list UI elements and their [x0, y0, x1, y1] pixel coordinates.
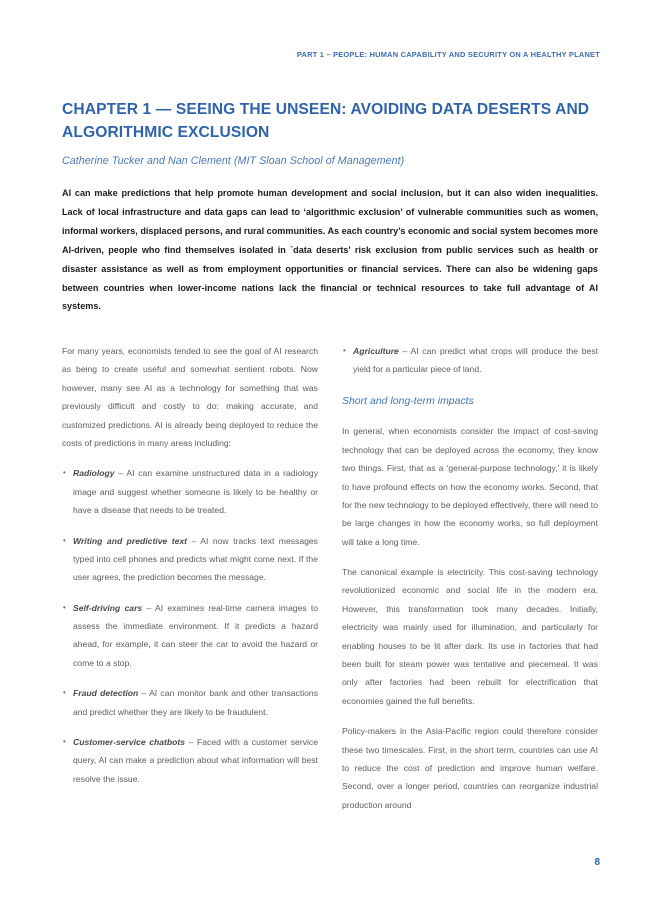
list-item-term: Fraud detection	[73, 688, 139, 699]
page-title: CHAPTER 1 — SEEING THE UNSEEN: AVOIDING DATA DESERTS AND ALGORITHMIC EXCLUSION	[62, 101, 590, 141]
section-subheading: Short and long-term impacts	[342, 395, 474, 407]
left-column	[62, 342, 318, 842]
list-item-text: – AI can predict what crops will produce the best yield for a particular piece of land.	[353, 346, 598, 375]
list-item	[342, 342, 598, 379]
page-number: 8	[594, 857, 600, 868]
list-item	[62, 464, 318, 519]
list-item-text: – AI can examine unstructured data in a radiology image and suggest whether someone is likely to be healthy or have a disease that needs to be treated.	[73, 468, 318, 516]
list-item	[62, 733, 318, 788]
list-item-text: – Faced with a customer service query, AI can make a prediction about what information will best resolve the issue.	[73, 737, 318, 784]
intro-paragraph: For many years, economists tended to see the goal of AI research as being to create useful and somewhat sentient robots. Now however, many see AI as a technology for something that was previously difficult and costly to do: making accurate, and customized predictions. AI is already being deployed to reduce the costs of predictions in many areas including:	[62, 346, 318, 448]
body-paragraph: Policy-makers in the Asia-Pacific region could therefore consider these two timescales. First, in the short term, countries can use AI to reduce the cost of prediction and improve human welfare. Second, over a longer period, countries can reorganize industrial production around	[342, 726, 598, 810]
list-item-term: Agriculture	[353, 346, 399, 356]
list-item-text: – AI examines real-time camera images to assess the immediate environment. If it predicts a hazard ahead, for example, it can steer the car to avoid the hazard or come to a stop.	[73, 602, 319, 668]
list-item-text: – AI can monitor bank and other transactions and predict whether they are likely to be fraudulent.	[73, 688, 318, 717]
list-item-term: Customer-service chatbots	[73, 737, 186, 748]
right-column	[342, 342, 598, 842]
two-column-body	[62, 342, 598, 842]
authors-byline: Catherine Tucker and Nan Clement (MIT Sloan School of Management)	[62, 155, 405, 167]
body-paragraph: In general, when economists consider the impact of cost-saving technology that can be deployed across the economy, they know two things. First, that as a ‘general-purpose technology,’ it is likely to have profound effects on how the economy works. Second, that for the new technology to be deployed effectively, there will need to be large changes in how the economy works, so full deployment will take a long time.	[342, 426, 598, 547]
list-item-term: Self-driving cars	[73, 602, 143, 613]
list-item-text: – AI now tracks text messages typed into cell phones and predicts what might come next. If the user agrees, the prediction becomes the message.	[73, 535, 318, 583]
right-bullet-list	[342, 342, 598, 379]
running-header: PART 1 – PEOPLE: HUMAN CAPABILITY AND SECURITY ON A HEALTHY PLANET	[296, 50, 600, 59]
list-item-term: Writing and predictive text	[73, 535, 188, 546]
list-item	[62, 532, 318, 587]
list-item	[62, 684, 318, 721]
list-item	[62, 599, 318, 673]
list-item-term: Radiology	[73, 468, 115, 479]
left-bullet-list	[62, 464, 318, 788]
abstract-paragraph: AI can make predictions that help promote human development and social inclusion, but it can also widen inequalities. Lack of local infrastructure and data gaps can lead to ‘algorithmic exclusion’ of vulnerable communities such as women, informal workers, displaced persons, and rural communities. As each country's economic and social system becomes more AI-driven, people who find themselves isolated in `data deserts' risk exclusion from public services such as health or disaster assistance as well as from employment opportunities or financial services. There can also be widening gaps between countries when lower-income nations lack the financial or technical resources to take full advantage of AI systems.	[62, 188, 599, 312]
body-paragraph: The canonical example is electricity. This cost-saving technology revolutionized economic and social life in the modern era. However, this transformation took many decades. Initially, electricity was mainly used for illumination, and particularly for enabling houses to be lit after dark. Its use in factories that had been built for steam power was tentative and piecemeal. It was only after factories had been rebuilt for electrification that economies gained the full benefits.	[342, 567, 598, 706]
